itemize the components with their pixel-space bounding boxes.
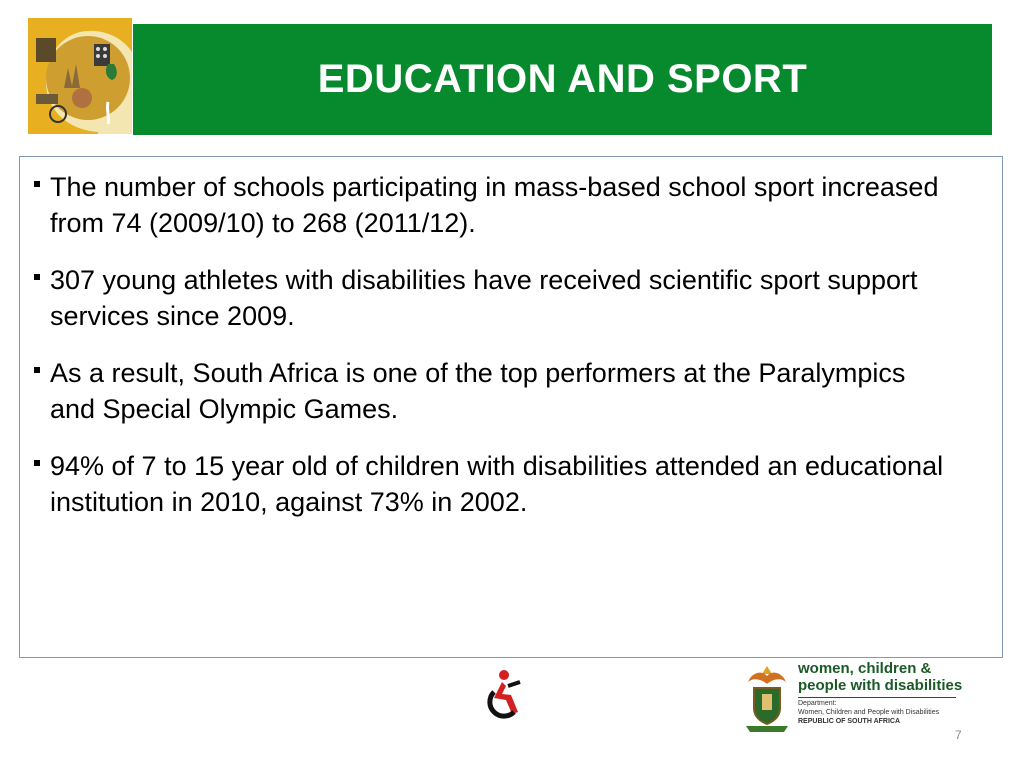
page-title: EDUCATION AND SPORT bbox=[317, 57, 808, 101]
bullet-icon bbox=[34, 181, 40, 187]
disability-collage-logo bbox=[28, 18, 132, 134]
bullet-text: The number of schools participating in mass-based school sport increased from 74 (2009/10) to 268 (2011/12). bbox=[50, 172, 939, 238]
bullet-list bbox=[20, 157, 1002, 520]
bullet-item bbox=[34, 355, 952, 427]
country-name: REPUBLIC OF SOUTH AFRICA bbox=[798, 718, 901, 725]
bullet-icon bbox=[34, 274, 40, 280]
department-name bbox=[798, 660, 962, 694]
bullet-text: As a result, South Africa is one of the top performers at the Paralympics and Special Olympic Games. bbox=[50, 358, 906, 424]
bullet-item bbox=[34, 262, 952, 334]
department-name-line2: people with disabilities bbox=[798, 677, 963, 694]
page-number: 7 bbox=[955, 728, 962, 742]
bullet-icon bbox=[34, 460, 40, 466]
department-details bbox=[798, 699, 939, 726]
bullet-text: 307 young athletes with disabilities have received scientific sport support services since 2009. bbox=[50, 265, 918, 331]
divider bbox=[798, 697, 956, 698]
bullet-item bbox=[34, 169, 952, 241]
coat-of-arms-icon bbox=[742, 664, 792, 734]
wheelchair-icon bbox=[480, 668, 532, 722]
department-label: Department: bbox=[798, 700, 837, 707]
bullet-icon bbox=[34, 367, 40, 373]
bullet-item bbox=[34, 448, 952, 520]
department-full-name: Women, Children and People with Disabilities bbox=[798, 709, 940, 716]
department-name-line1: women, children & bbox=[798, 660, 932, 677]
bullet-text: 94% of 7 to 15 year old of children with disabilities attended an educational institution in 2010, against 73% in 2002. bbox=[50, 451, 944, 517]
title-bar bbox=[133, 24, 992, 135]
content-box bbox=[19, 156, 1003, 658]
